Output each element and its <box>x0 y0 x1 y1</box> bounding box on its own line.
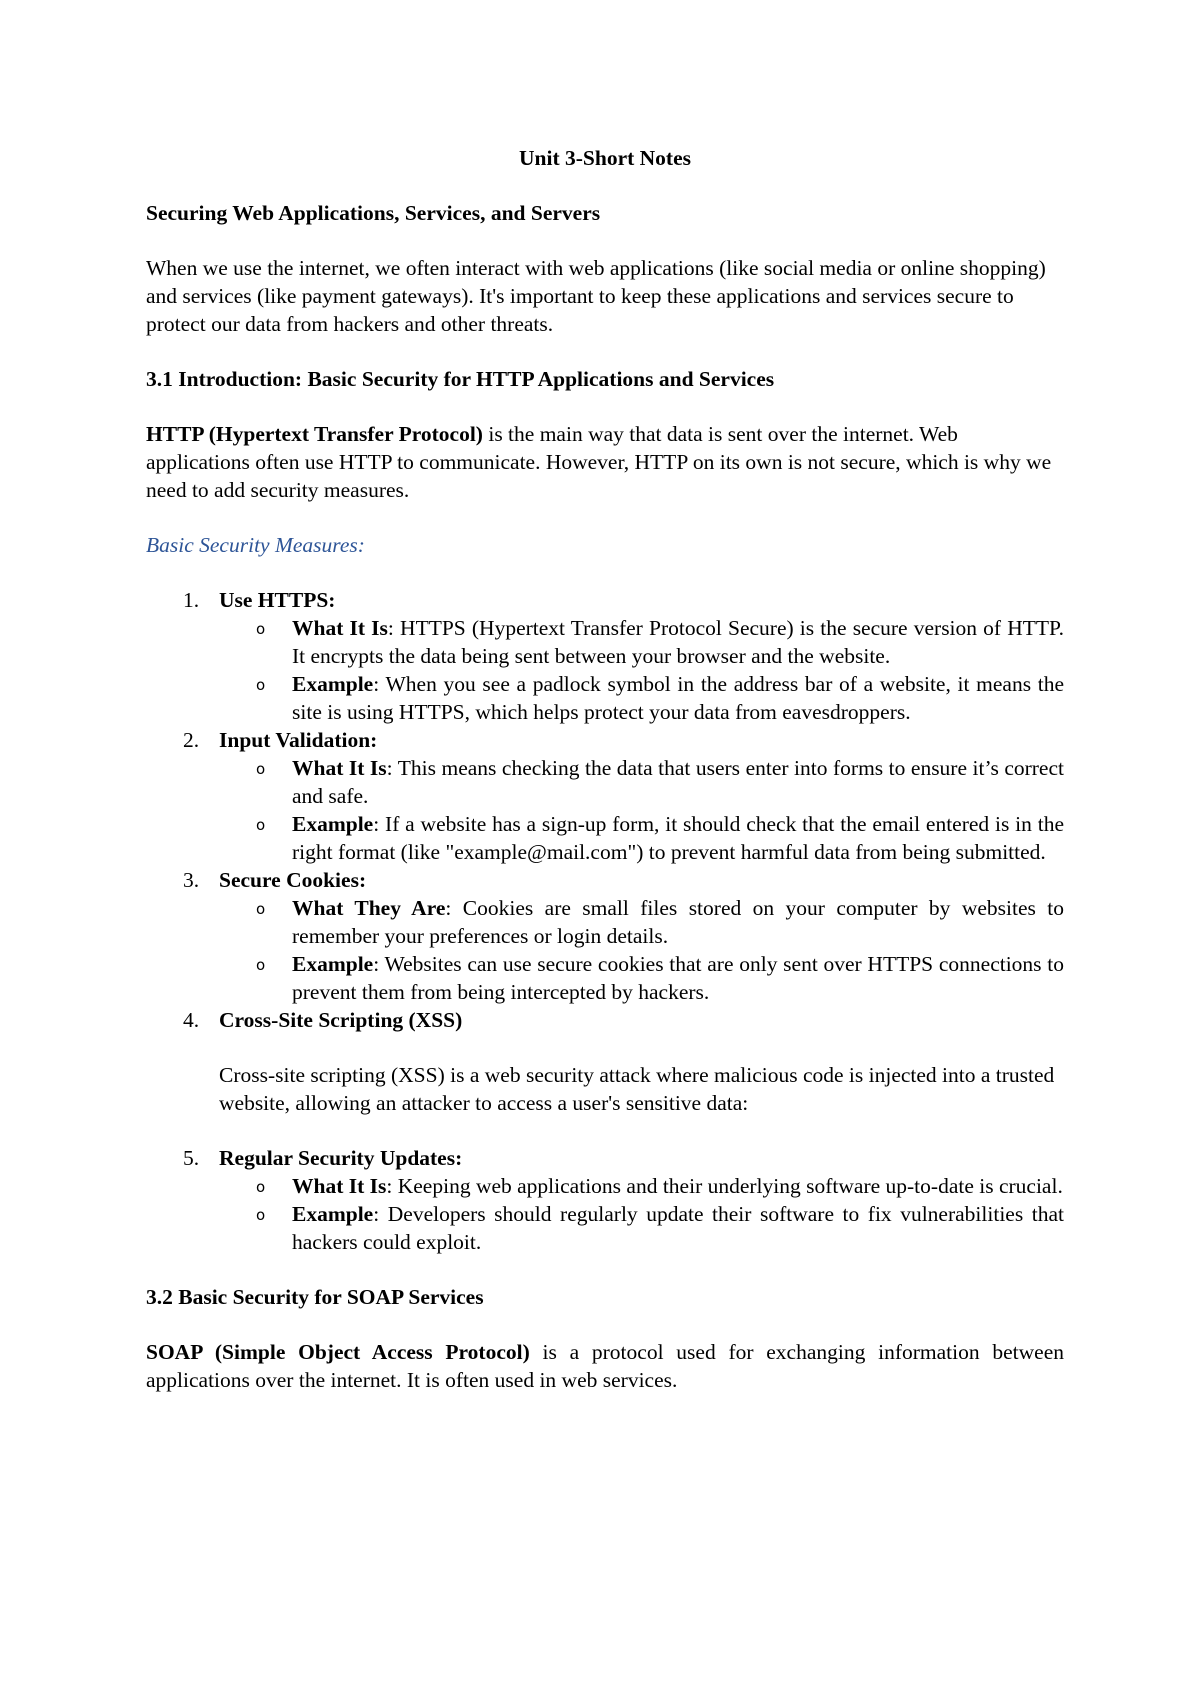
sub-item-label: What It Is <box>292 1174 387 1198</box>
sub-item-text: : Developers should regularly update their software to fix vulnerabilities that hackers could exploit. <box>292 1202 1064 1254</box>
http-term: HTTP (Hypertext Transfer Protocol) <box>146 422 483 446</box>
document-title: Unit 3-Short Notes <box>519 146 691 170</box>
http-paragraph <box>146 420 1064 504</box>
measure-item-security-updates <box>146 1144 1064 1256</box>
bullet-icon: o <box>256 1206 266 1224</box>
measure-item-secure-cookies <box>146 866 1064 1006</box>
sub-item <box>219 1200 1064 1256</box>
bullet-icon: o <box>256 1178 266 1196</box>
sub-item <box>219 1172 1064 1200</box>
sub-item-label: Example <box>292 672 374 696</box>
sub-item <box>219 894 1064 950</box>
measure-title: Secure Cookies: <box>219 868 367 892</box>
sub-item-text: : Cookies are small files stored on your computer by websites to remember your preferences or login details. <box>292 896 1064 948</box>
sub-item-text: : Websites can use secure cookies that are only sent over HTTPS connections to prevent them from being intercepted by hackers. <box>292 952 1064 1004</box>
measure-number: 3. <box>183 868 200 892</box>
bullet-icon: o <box>256 816 266 834</box>
intro-paragraph: When we use the internet, we often interact with web applications (like social media or online shopping) and services (like payment gateways). It's important to keep these applications and services secure to protect our data from hackers and other threats. <box>146 256 1046 336</box>
xss-paragraph: Cross-site scripting (XSS) is a web security attack where malicious code is injected into a trusted website, allowing an attacker to access a user's sensitive data: <box>219 1063 1055 1115</box>
sub-item <box>219 754 1064 810</box>
measure-item-https <box>146 586 1064 726</box>
measure-title: Cross-Site Scripting (XSS) <box>219 1008 463 1032</box>
sub-item-text: : Keeping web applications and their underlying software up-to-date is crucial. <box>386 1174 1063 1198</box>
section-3-1-heading: 3.1 Introduction: Basic Security for HTTP Applications and Services <box>146 367 775 391</box>
measure-item-input-validation <box>146 726 1064 866</box>
measure-item-xss <box>146 1006 1064 1117</box>
measure-number: 2. <box>183 728 200 752</box>
sub-item <box>219 614 1064 670</box>
measure-title: Use HTTPS: <box>219 588 336 612</box>
http-text: is the main way that data is sent over the internet. Web applications often use HTTP to communicate. However, HTTP on its own is not secure, which is why we need to add security measures. <box>146 422 1052 502</box>
sub-item-label: Example <box>292 1202 374 1226</box>
sub-item-label: Example <box>292 952 374 976</box>
measure-sublist <box>219 1172 1064 1256</box>
measure-number: 1. <box>183 588 200 612</box>
sub-item <box>219 670 1064 726</box>
bullet-icon: o <box>256 900 266 918</box>
document-page <box>146 144 1064 1421</box>
measure-number: 4. <box>183 1008 200 1032</box>
measure-number: 5. <box>183 1146 200 1170</box>
sub-item-label: Example <box>292 812 374 836</box>
measure-title: Input Validation: <box>219 728 378 752</box>
sub-item-label: What It Is <box>292 756 387 780</box>
measure-sublist <box>219 894 1064 1006</box>
sub-item-text: : If a website has a sign-up form, it should check that the email entered is in the right format (like "example@mail.com") to prevent harmful data from being submitted. <box>292 812 1064 864</box>
section-3-2-heading: 3.2 Basic Security for SOAP Services <box>146 1285 484 1309</box>
measures-list <box>146 586 1064 1256</box>
sub-item-text: : HTTPS (Hypertext Transfer Protocol Secure) is the secure version of HTTP. It encrypts the data being sent between your browser and the website. <box>292 616 1064 668</box>
spacer <box>146 1256 1064 1283</box>
sub-item-text: : When you see a padlock symbol in the address bar of a website, it means the site is using HTTPS, which helps protect your data from eavesdroppers. <box>292 672 1064 724</box>
soap-term: SOAP (Simple Object Access Protocol) <box>146 1340 530 1364</box>
measure-title: Regular Security Updates: <box>219 1146 463 1170</box>
bullet-icon: o <box>256 620 266 638</box>
sub-item <box>219 810 1064 866</box>
measure-sublist <box>219 614 1064 726</box>
sub-item-label: What They Are <box>292 896 446 920</box>
measures-heading: Basic Security Measures: <box>146 533 365 557</box>
bullet-icon: o <box>256 676 266 694</box>
sub-item-label: What It Is <box>292 616 388 640</box>
bullet-icon: o <box>256 956 266 974</box>
soap-paragraph <box>146 1338 1064 1394</box>
soap-text: is a protocol used for exchanging information between applications over the internet. It is often used in web services. <box>146 1340 1064 1392</box>
measure-sublist <box>219 754 1064 866</box>
main-heading: Securing Web Applications, Services, and Servers <box>146 201 601 225</box>
sub-item-text: : This means checking the data that users enter into forms to ensure it’s correct and safe. <box>292 756 1064 808</box>
bullet-icon: o <box>256 760 266 778</box>
sub-item <box>219 950 1064 1006</box>
